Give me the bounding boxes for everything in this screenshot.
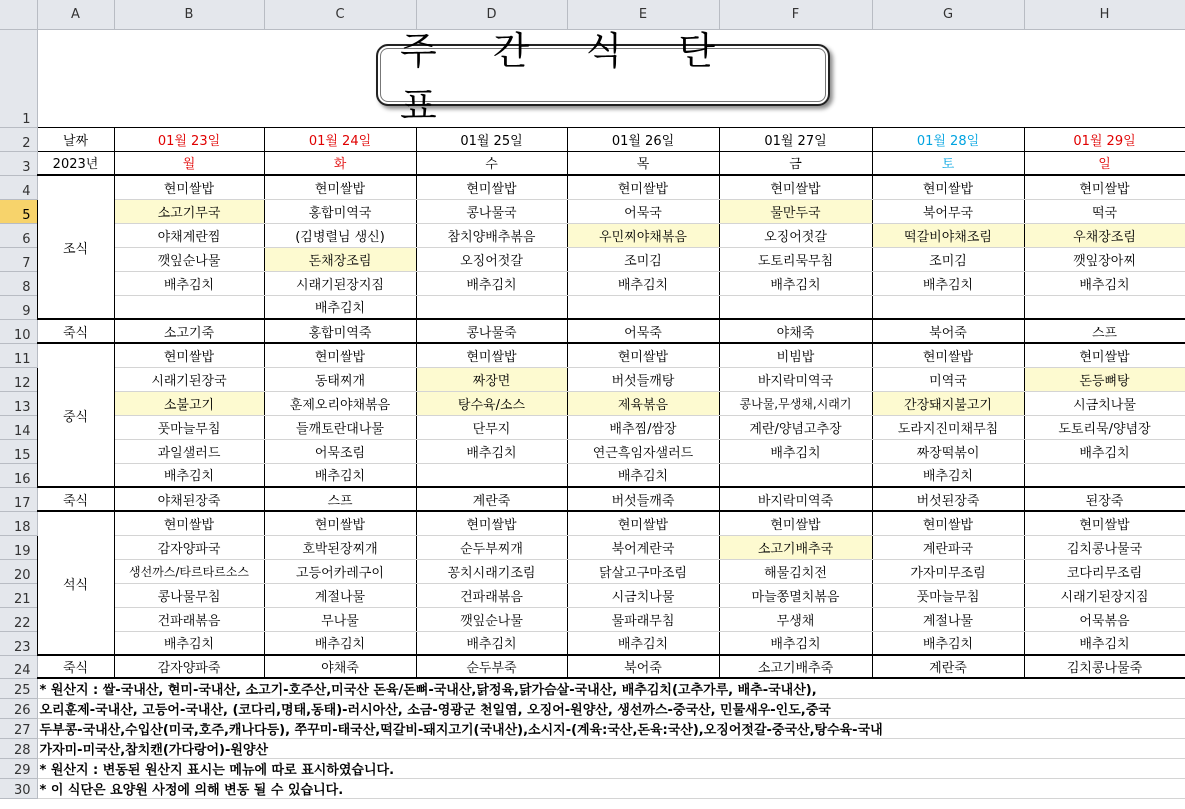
menu-cell[interactable]: 콩나물국 xyxy=(416,199,567,223)
menu-cell[interactable]: 배추김치 xyxy=(416,271,567,295)
menu-cell[interactable]: 건파래볶음 xyxy=(114,607,264,631)
menu-cell[interactable]: 무나물 xyxy=(264,607,416,631)
sheet-row xyxy=(0,127,1185,151)
menu-cell[interactable]: 풋마늘무침 xyxy=(872,583,1024,607)
menu-cell[interactable]: 배추김치 xyxy=(719,439,872,463)
select-all-corner[interactable] xyxy=(0,0,37,29)
menu-cell[interactable]: 물파래무침 xyxy=(567,607,719,631)
menu-cell[interactable]: 바지락미역국 xyxy=(719,367,872,391)
menu-cell[interactable]: 배추김치 xyxy=(114,463,264,487)
row-header[interactable]: 25 xyxy=(0,678,37,699)
menu-cell[interactable]: 야채된장죽 xyxy=(114,487,264,511)
row-header[interactable]: 21 xyxy=(0,583,37,607)
menu-cell[interactable]: 배추김치 xyxy=(114,271,264,295)
title-box xyxy=(376,29,830,128)
menu-cell[interactable]: 현미쌀밥 xyxy=(719,175,872,199)
note-line[interactable]: 오리훈제-국내산, 고등어-국내산, (코다리,명태,동태)-러시아산, 소금-영광군 천일염, 오징어-원양산, 생선까스-중국산, 민물새우-인도,중국 xyxy=(37,699,1185,719)
menu-cell[interactable]: 스프 xyxy=(1024,319,1185,343)
menu-cell[interactable]: 계란파국 xyxy=(872,535,1024,559)
menu-cell[interactable]: 배추김치 xyxy=(416,631,567,655)
menu-cell[interactable]: 건파래볶음 xyxy=(416,583,567,607)
menu-cell[interactable]: 홍합미역죽 xyxy=(264,319,416,343)
menu-cell[interactable]: 소고기배추죽 xyxy=(719,655,872,678)
menu-cell[interactable]: 참치양배추볶음 xyxy=(416,223,567,247)
row-header[interactable]: 11 xyxy=(0,343,37,367)
menu-cell[interactable]: 소고기무국 xyxy=(114,199,264,223)
menu-cell[interactable]: 배추김치 xyxy=(567,271,719,295)
sheet-row xyxy=(0,583,1185,607)
menu-cell[interactable]: 현미쌀밥 xyxy=(264,175,416,199)
menu-cell[interactable]: 바지락미역죽 xyxy=(719,487,872,511)
menu-cell[interactable] xyxy=(114,295,264,319)
sheet-row xyxy=(0,295,1185,319)
menu-cell[interactable]: 계란/양념고추장 xyxy=(719,415,872,439)
sheet-row xyxy=(0,739,1185,759)
menu-cell[interactable]: 배추김치 xyxy=(1024,271,1185,295)
menu-cell[interactable]: 김치콩나물국 xyxy=(1024,535,1185,559)
row-header[interactable]: 4 xyxy=(0,175,37,199)
menu-cell[interactable]: 물만두국 xyxy=(719,199,872,223)
menu-cell[interactable]: 버섯된장죽 xyxy=(872,487,1024,511)
menu-cell[interactable]: 김치콩나물죽 xyxy=(1024,655,1185,678)
day-cell[interactable]: 월 xyxy=(114,151,264,175)
menu-cell[interactable]: 조미김 xyxy=(872,247,1024,271)
meal-label-cell[interactable]: 죽식 xyxy=(37,655,114,678)
day-cell[interactable]: 수 xyxy=(416,151,567,175)
row-header[interactable]: 6 xyxy=(0,223,37,247)
menu-cell[interactable]: 배추김치 xyxy=(416,439,567,463)
menu-cell[interactable]: 소고기죽 xyxy=(114,319,264,343)
sheet-row xyxy=(0,511,1185,535)
row-header[interactable]: 5 xyxy=(0,199,37,223)
menu-cell[interactable]: 배추김치 xyxy=(114,631,264,655)
menu-cell[interactable]: (김병렬님 생신) xyxy=(264,223,416,247)
menu-cell[interactable]: 깻잎순나물 xyxy=(114,247,264,271)
menu-cell[interactable]: 마늘쫑멸치볶음 xyxy=(719,583,872,607)
menu-cell[interactable]: 배추김치 xyxy=(264,631,416,655)
sheet-row xyxy=(0,678,1185,699)
menu-cell[interactable]: 어묵국 xyxy=(567,199,719,223)
row-header[interactable]: 3 xyxy=(0,151,37,175)
sheet-row xyxy=(0,151,1185,175)
row-header[interactable]: 29 xyxy=(0,759,37,779)
menu-cell[interactable]: 탕수육/소스 xyxy=(416,391,567,415)
menu-cell[interactable]: 돈등뼈탕 xyxy=(1024,367,1185,391)
menu-cell[interactable]: 계절나물 xyxy=(264,583,416,607)
menu-cell[interactable]: 북어죽 xyxy=(872,319,1024,343)
meal-label-cell[interactable]: 죽식 xyxy=(37,319,114,343)
row-header[interactable]: 22 xyxy=(0,607,37,631)
sheet-row xyxy=(0,631,1185,655)
menu-cell[interactable]: 계란죽 xyxy=(872,655,1024,678)
menu-cell[interactable]: 짜장면 xyxy=(416,367,567,391)
column-header-d[interactable]: D xyxy=(416,0,567,29)
row-header[interactable]: 19 xyxy=(0,535,37,559)
menu-cell[interactable]: 계절나물 xyxy=(872,607,1024,631)
menu-cell[interactable] xyxy=(872,295,1024,319)
row-header[interactable]: 12 xyxy=(0,367,37,391)
row-header[interactable]: 7 xyxy=(0,247,37,271)
note-line[interactable]: * 원산지 : 변동된 원산지 표시는 메뉴에 따로 표시하였습니다. xyxy=(37,759,1185,779)
menu-cell[interactable]: 생선까스/타르타르소스 xyxy=(114,559,264,583)
menu-cell[interactable]: 배추김치 xyxy=(872,271,1024,295)
date-cell[interactable]: 01월 26일 xyxy=(567,127,719,151)
row-header[interactable]: 28 xyxy=(0,739,37,759)
menu-cell[interactable] xyxy=(1024,463,1185,487)
year-label-cell[interactable]: 2023년 xyxy=(37,151,114,175)
menu-cell[interactable]: 시래기된장지짐 xyxy=(1024,583,1185,607)
menu-cell[interactable]: 현미쌀밥 xyxy=(719,511,872,535)
column-header-e[interactable]: E xyxy=(567,0,719,29)
sheet-row xyxy=(0,319,1185,343)
sheet-row xyxy=(0,535,1185,559)
menu-cell[interactable]: 시금치나물 xyxy=(1024,391,1185,415)
row-header[interactable]: 15 xyxy=(0,439,37,463)
menu-cell[interactable] xyxy=(1024,295,1185,319)
menu-cell[interactable]: 된장죽 xyxy=(1024,487,1185,511)
sheet-row xyxy=(0,367,1185,391)
row-header[interactable]: 14 xyxy=(0,415,37,439)
row-header[interactable]: 10 xyxy=(0,319,37,343)
menu-cell[interactable]: 야채계란찜 xyxy=(114,223,264,247)
menu-cell[interactable]: 단무지 xyxy=(416,415,567,439)
sheet-row xyxy=(0,415,1185,439)
menu-cell[interactable]: 야채죽 xyxy=(719,319,872,343)
menu-cell[interactable]: 스프 xyxy=(264,487,416,511)
menu-cell[interactable] xyxy=(416,295,567,319)
menu-cell[interactable]: 오징어젓갈 xyxy=(719,223,872,247)
menu-cell[interactable]: 현미쌀밥 xyxy=(567,175,719,199)
menu-cell[interactable]: 배추김치 xyxy=(1024,631,1185,655)
menu-cell[interactable]: 호박된장찌개 xyxy=(264,535,416,559)
menu-cell[interactable]: 현미쌀밥 xyxy=(264,511,416,535)
menu-cell[interactable]: 배추김치 xyxy=(872,463,1024,487)
menu-cell[interactable]: 비빔밥 xyxy=(719,343,872,367)
menu-cell[interactable]: 소고기배추국 xyxy=(719,535,872,559)
menu-cell[interactable]: 현미쌀밥 xyxy=(114,175,264,199)
sheet-row xyxy=(0,391,1185,415)
sheet-row xyxy=(0,559,1185,583)
menu-cell[interactable]: 배추김치 xyxy=(264,463,416,487)
row-header[interactable]: 13 xyxy=(0,391,37,415)
row-header[interactable]: 17 xyxy=(0,487,37,511)
menu-cell[interactable]: 현미쌀밥 xyxy=(1024,343,1185,367)
menu-cell[interactable] xyxy=(416,463,567,487)
menu-cell[interactable] xyxy=(719,295,872,319)
menu-cell[interactable]: 조미김 xyxy=(567,247,719,271)
menu-cell[interactable]: 현미쌀밥 xyxy=(872,511,1024,535)
menu-cell[interactable]: 현미쌀밥 xyxy=(114,511,264,535)
row-header[interactable]: 9 xyxy=(0,295,37,319)
menu-cell[interactable]: 감자양파죽 xyxy=(114,655,264,678)
menu-cell[interactable] xyxy=(567,295,719,319)
sheet-row xyxy=(0,247,1185,271)
row-header[interactable]: 8 xyxy=(0,271,37,295)
menu-cell[interactable]: 홍합미역국 xyxy=(264,199,416,223)
menu-cell[interactable]: 훈제오리야채볶음 xyxy=(264,391,416,415)
row-header[interactable]: 16 xyxy=(0,463,37,487)
sheet-row xyxy=(0,487,1185,511)
menu-cell[interactable]: 무생채 xyxy=(719,607,872,631)
menu-cell[interactable]: 고등어카레구이 xyxy=(264,559,416,583)
menu-cell[interactable]: 떡국 xyxy=(1024,199,1185,223)
menu-cell[interactable]: 도토리묵/양념장 xyxy=(1024,415,1185,439)
date-cell[interactable]: 01월 25일 xyxy=(416,127,567,151)
column-header-f[interactable]: F xyxy=(719,0,872,29)
row-header[interactable]: 20 xyxy=(0,559,37,583)
row-header[interactable]: 2 xyxy=(0,127,37,151)
menu-cell[interactable]: 현미쌀밥 xyxy=(567,343,719,367)
menu-cell[interactable]: 현미쌀밥 xyxy=(872,343,1024,367)
menu-cell[interactable]: 버섯들깨탕 xyxy=(567,367,719,391)
meal-label-cell[interactable]: 죽식 xyxy=(37,487,114,511)
sheet-row xyxy=(0,607,1185,631)
menu-cell[interactable]: 배추김치 xyxy=(567,631,719,655)
menu-cell[interactable]: 현미쌀밥 xyxy=(264,343,416,367)
sheet-row xyxy=(0,343,1185,367)
date-cell[interactable]: 01월 23일 xyxy=(114,127,264,151)
menu-cell[interactable]: 계란죽 xyxy=(416,487,567,511)
date-cell[interactable]: 01월 29일 xyxy=(1024,127,1185,151)
column-header-h[interactable]: H xyxy=(1024,0,1185,29)
menu-cell[interactable]: 미역국 xyxy=(872,367,1024,391)
menu-cell[interactable]: 배추찜/쌈장 xyxy=(567,415,719,439)
menu-cell[interactable]: 시래기된장지짐 xyxy=(264,271,416,295)
menu-cell[interactable]: 어묵조림 xyxy=(264,439,416,463)
menu-cell[interactable]: 깻잎순나물 xyxy=(416,607,567,631)
day-cell[interactable]: 일 xyxy=(1024,151,1185,175)
menu-cell[interactable]: 현미쌀밥 xyxy=(114,343,264,367)
menu-cell[interactable]: 현미쌀밥 xyxy=(1024,511,1185,535)
menu-cell[interactable]: 현미쌀밥 xyxy=(416,511,567,535)
menu-cell[interactable]: 현미쌀밥 xyxy=(872,175,1024,199)
row-header[interactable]: 23 xyxy=(0,631,37,655)
row-header[interactable]: 24 xyxy=(0,655,37,678)
menu-cell[interactable]: 북어계란국 xyxy=(567,535,719,559)
menu-cell[interactable]: 우채장조림 xyxy=(1024,223,1185,247)
menu-cell[interactable]: 짜장떡볶이 xyxy=(872,439,1024,463)
row-header[interactable]: 18 xyxy=(0,511,37,535)
menu-cell[interactable]: 야채죽 xyxy=(264,655,416,678)
menu-cell[interactable]: 동태찌개 xyxy=(264,367,416,391)
sheet-row xyxy=(0,699,1185,719)
menu-cell[interactable]: 오징어젓갈 xyxy=(416,247,567,271)
column-header-g[interactable]: G xyxy=(872,0,1024,29)
menu-cell[interactable]: 가자미무조림 xyxy=(872,559,1024,583)
menu-cell[interactable]: 어묵볶음 xyxy=(1024,607,1185,631)
row-header[interactable]: 30 xyxy=(0,779,37,799)
menu-cell[interactable]: 떡갈비야채조림 xyxy=(872,223,1024,247)
meal-label-cell[interactable]: 조식 xyxy=(37,175,114,319)
date-label-cell[interactable]: 날짜 xyxy=(37,127,114,151)
day-cell[interactable]: 토 xyxy=(872,151,1024,175)
menu-cell[interactable]: 현미쌀밥 xyxy=(1024,175,1185,199)
sheet-row xyxy=(0,655,1185,678)
sheet-row xyxy=(0,175,1185,199)
menu-cell[interactable]: 콩나물무침 xyxy=(114,583,264,607)
meal-label-cell[interactable]: 중식 xyxy=(37,343,114,487)
menu-cell[interactable]: 도라지진미채무침 xyxy=(872,415,1024,439)
menu-cell[interactable]: 버섯들깨죽 xyxy=(567,487,719,511)
date-cell[interactable]: 01월 27일 xyxy=(719,127,872,151)
menu-cell[interactable]: 코다리무조림 xyxy=(1024,559,1185,583)
sheet-row xyxy=(0,271,1185,295)
sheet-row xyxy=(0,199,1185,223)
day-cell[interactable]: 목 xyxy=(567,151,719,175)
menu-cell[interactable]: 들깨토란대나물 xyxy=(264,415,416,439)
menu-cell[interactable]: 닭살고구마조림 xyxy=(567,559,719,583)
note-line[interactable]: * 원산지 : 쌀-국내산, 현미-국내산, 소고기-호주산,미국산 돈육/돈뼈-국내산,닭정육,닭가슴살-국내산, 배추김치(고추가루, 배추-국내산), xyxy=(37,678,1185,699)
note-line[interactable]: 가자미-미국산,참치캔(가다랑어)-원양산 xyxy=(37,739,1185,759)
column-header-c[interactable]: C xyxy=(264,0,416,29)
menu-cell[interactable]: 현미쌀밥 xyxy=(567,511,719,535)
column-header-b[interactable]: B xyxy=(114,0,264,29)
sheet-row xyxy=(0,439,1185,463)
sheet-row xyxy=(0,463,1185,487)
column-header-a[interactable]: A xyxy=(37,0,114,29)
menu-cell[interactable]: 배추김치 xyxy=(719,631,872,655)
row-header[interactable]: 27 xyxy=(0,719,37,739)
menu-cell[interactable]: 순두부찌개 xyxy=(416,535,567,559)
menu-cell[interactable]: 도토리묵무침 xyxy=(719,247,872,271)
menu-cell[interactable]: 배추김치 xyxy=(264,295,416,319)
menu-cell[interactable]: 배추김치 xyxy=(1024,439,1185,463)
meal-label-cell[interactable]: 석식 xyxy=(37,511,114,655)
menu-cell[interactable]: 과일샐러드 xyxy=(114,439,264,463)
menu-cell[interactable]: 꽁치시래기조림 xyxy=(416,559,567,583)
row-header[interactable]: 26 xyxy=(0,699,37,719)
sheet-row xyxy=(0,223,1185,247)
menu-cell[interactable]: 연근흑임자샐러드 xyxy=(567,439,719,463)
menu-cell[interactable]: 간장돼지불고기 xyxy=(872,391,1024,415)
menu-cell[interactable]: 배추김치 xyxy=(567,463,719,487)
menu-cell[interactable]: 감자양파국 xyxy=(114,535,264,559)
page-title: 주 간 식 단 표 xyxy=(400,29,738,128)
menu-cell[interactable] xyxy=(719,463,872,487)
menu-cell[interactable]: 깻잎장아찌 xyxy=(1024,247,1185,271)
menu-cell[interactable]: 북어무국 xyxy=(872,199,1024,223)
day-cell[interactable]: 화 xyxy=(264,151,416,175)
menu-cell[interactable]: 풋마늘무침 xyxy=(114,415,264,439)
menu-cell[interactable]: 현미쌀밥 xyxy=(416,343,567,367)
menu-cell[interactable]: 콩나물,무생채,시래기 xyxy=(719,391,872,415)
row-header[interactable]: 1 xyxy=(0,29,37,127)
menu-cell[interactable]: 해물김치전 xyxy=(719,559,872,583)
menu-cell[interactable]: 배추김치 xyxy=(719,271,872,295)
menu-cell[interactable]: 순두부죽 xyxy=(416,655,567,678)
menu-cell[interactable]: 배추김치 xyxy=(872,631,1024,655)
menu-cell[interactable]: 어묵죽 xyxy=(567,319,719,343)
menu-cell[interactable]: 시금치나물 xyxy=(567,583,719,607)
sheet-row xyxy=(0,719,1185,739)
day-cell[interactable]: 금 xyxy=(719,151,872,175)
menu-cell[interactable]: 북어죽 xyxy=(567,655,719,678)
menu-cell[interactable]: 우민찌야채볶음 xyxy=(567,223,719,247)
menu-cell[interactable]: 소불고기 xyxy=(114,391,264,415)
date-cell[interactable]: 01월 28일 xyxy=(872,127,1024,151)
menu-cell[interactable]: 콩나물죽 xyxy=(416,319,567,343)
sheet-row xyxy=(0,759,1185,779)
note-line[interactable]: * 이 식단은 요양원 사정에 의해 변동 될 수 있습니다. xyxy=(37,779,1185,799)
note-line[interactable]: 두부콩-국내산,수입산(미국,호주,캐나다등), 쭈꾸미-태국산,떡갈비-돼지고기(국내산),소시지-(계육:국산,돈육:국산),오징어젓갈-중국산,탕수육-국내 xyxy=(37,719,1185,739)
date-cell[interactable]: 01월 24일 xyxy=(264,127,416,151)
menu-cell[interactable]: 현미쌀밥 xyxy=(416,175,567,199)
sheet-row xyxy=(0,779,1185,799)
menu-cell[interactable]: 제육볶음 xyxy=(567,391,719,415)
menu-cell[interactable]: 돈채장조림 xyxy=(264,247,416,271)
menu-cell[interactable]: 시래기된장국 xyxy=(114,367,264,391)
